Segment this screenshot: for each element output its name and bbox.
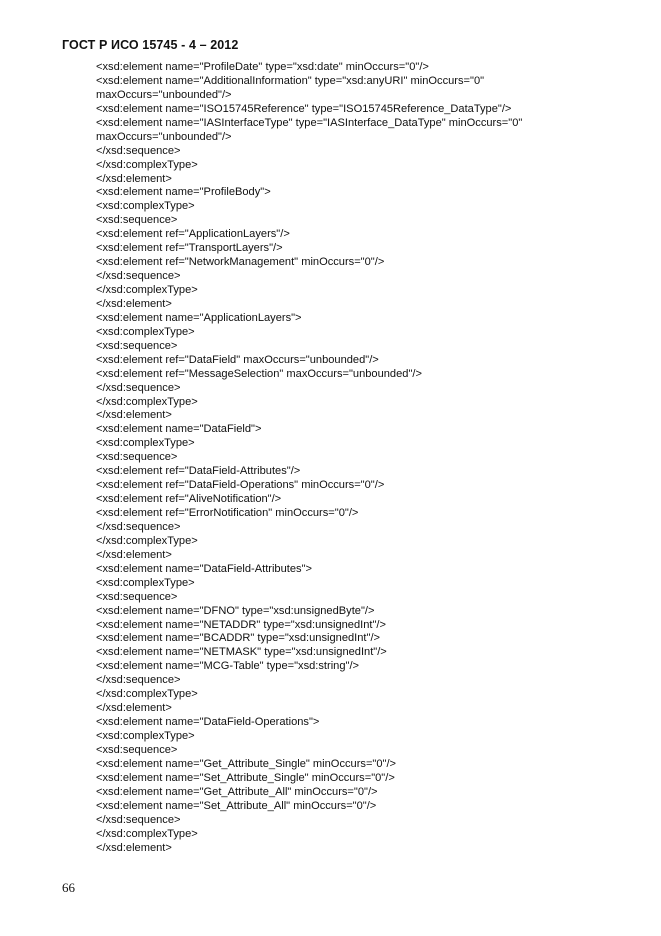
code-line: <xsd:element name="NETADDR" type="xsd:unsignedInt"/>	[96, 618, 386, 631]
code-line: <xsd:element name="ISO15745Reference" type="ISO15745Reference_DataType"/>	[96, 102, 512, 115]
code-line: <xsd:element name="ProfileDate" type="xsd:date" minOccurs="0"/>	[96, 61, 429, 73]
code-line: <xsd:complexType>	[96, 576, 195, 589]
code-line: <xsd:element ref="DataField" maxOccurs="unbounded"/>	[96, 353, 379, 366]
code-line: <xsd:complexType>	[96, 730, 195, 742]
code-line: <xsd:element name="ProfileBody">	[96, 186, 271, 199]
code-line: </xsd:complexType>	[96, 827, 198, 840]
code-line: <xsd:element ref="ErrorNotification" minOccurs="0"/>	[96, 507, 359, 519]
code-line: <xsd:element name="Get_Attribute_Single" minOccurs="0"/>	[96, 757, 397, 770]
code-line: <xsd:element name="Set_Attribute_All" minOccurs="0"/>	[96, 799, 377, 812]
code-line: </xsd:sequence>	[96, 381, 181, 394]
code-line: <xsd:element name="DataField">	[96, 423, 262, 436]
code-line: <xsd:element name="DataField-Operations">	[96, 716, 320, 729]
code-line: </xsd:sequence>	[96, 270, 181, 283]
code-line: <xsd:complexType>	[96, 437, 195, 450]
code-line: </xsd:element>	[96, 548, 172, 561]
code-line: </xsd:element>	[96, 702, 172, 715]
code-line: <xsd:element name="NETMASK" type="xsd:unsignedInt"/>	[96, 646, 387, 659]
code-line: <xsd:element name="BCADDR" type="xsd:unsignedInt"/>	[96, 632, 381, 645]
code-line: <xsd:element name="DFNO" type="xsd:unsignedByte"/>	[96, 604, 375, 617]
code-line: </xsd:sequence>	[96, 520, 181, 533]
code-line: <xsd:sequence>	[96, 451, 178, 464]
code-line: <xsd:element ref="TransportLayers"/>	[96, 242, 283, 255]
code-line: <xsd:element name="MCG-Table" type="xsd:string"/>	[96, 660, 360, 673]
code-line: </xsd:element>	[96, 409, 172, 422]
code-line: </xsd:element>	[96, 841, 172, 854]
code-line: </xsd:element>	[96, 172, 172, 185]
code-line: <xsd:element name="Get_Attribute_All" minOccurs="0"/>	[96, 785, 378, 798]
code-line: <xsd:element ref="DataField-Operations" minOccurs="0"/>	[96, 479, 385, 492]
code-line: </xsd:complexType>	[96, 284, 198, 296]
code-line: <xsd:element ref="ApplicationLayers"/>	[96, 228, 290, 241]
code-line: <xsd:element name="ApplicationLayers">	[96, 311, 302, 324]
xsd-code-block	[96, 61, 616, 855]
page-number: 66	[62, 880, 75, 895]
code-line: <xsd:sequence>	[96, 339, 178, 352]
code-line: <xsd:sequence>	[96, 214, 178, 227]
code-line: <xsd:element name="Set_Attribute_Single" minOccurs="0"/>	[96, 771, 395, 784]
code-line: <xsd:element ref="DataField-Attributes"/>	[96, 465, 301, 478]
page-header: ГОСТ Р ИСО 15745 - 4 – 2012	[62, 38, 239, 52]
code-line: </xsd:complexType>	[96, 534, 198, 547]
code-line: <xsd:element name="DataField-Attributes">	[96, 562, 312, 575]
code-line: </xsd:sequence>	[96, 674, 181, 687]
code-line: </xsd:element>	[96, 297, 172, 310]
code-line: <xsd:element ref="NetworkManagement" minOccurs="0"/>	[96, 256, 385, 269]
code-line: <xsd:element name="AdditionalInformation" type="xsd:anyURI" minOccurs="0"	[96, 74, 485, 87]
code-line: <xsd:sequence>	[96, 590, 178, 603]
code-line: <xsd:element name="IASInterfaceType" type="IASInterface_DataType" minOccurs="0"	[96, 116, 523, 129]
code-line: maxOccurs="unbounded"/>	[96, 130, 232, 143]
code-line: maxOccurs="unbounded"/>	[96, 88, 232, 101]
code-line: <xsd:element ref="AliveNotification"/>	[96, 493, 282, 506]
code-line: <xsd:element ref="MessageSelection" maxOccurs="unbounded"/>	[96, 367, 422, 380]
code-line: </xsd:complexType>	[96, 688, 198, 701]
code-line: </xsd:complexType>	[96, 395, 198, 408]
code-line: </xsd:complexType>	[96, 158, 198, 171]
code-line: <xsd:complexType>	[96, 200, 195, 213]
code-line: <xsd:complexType>	[96, 325, 195, 338]
code-line: </xsd:sequence>	[96, 144, 181, 157]
code-line: </xsd:sequence>	[96, 813, 181, 826]
code-line: <xsd:sequence>	[96, 743, 178, 756]
